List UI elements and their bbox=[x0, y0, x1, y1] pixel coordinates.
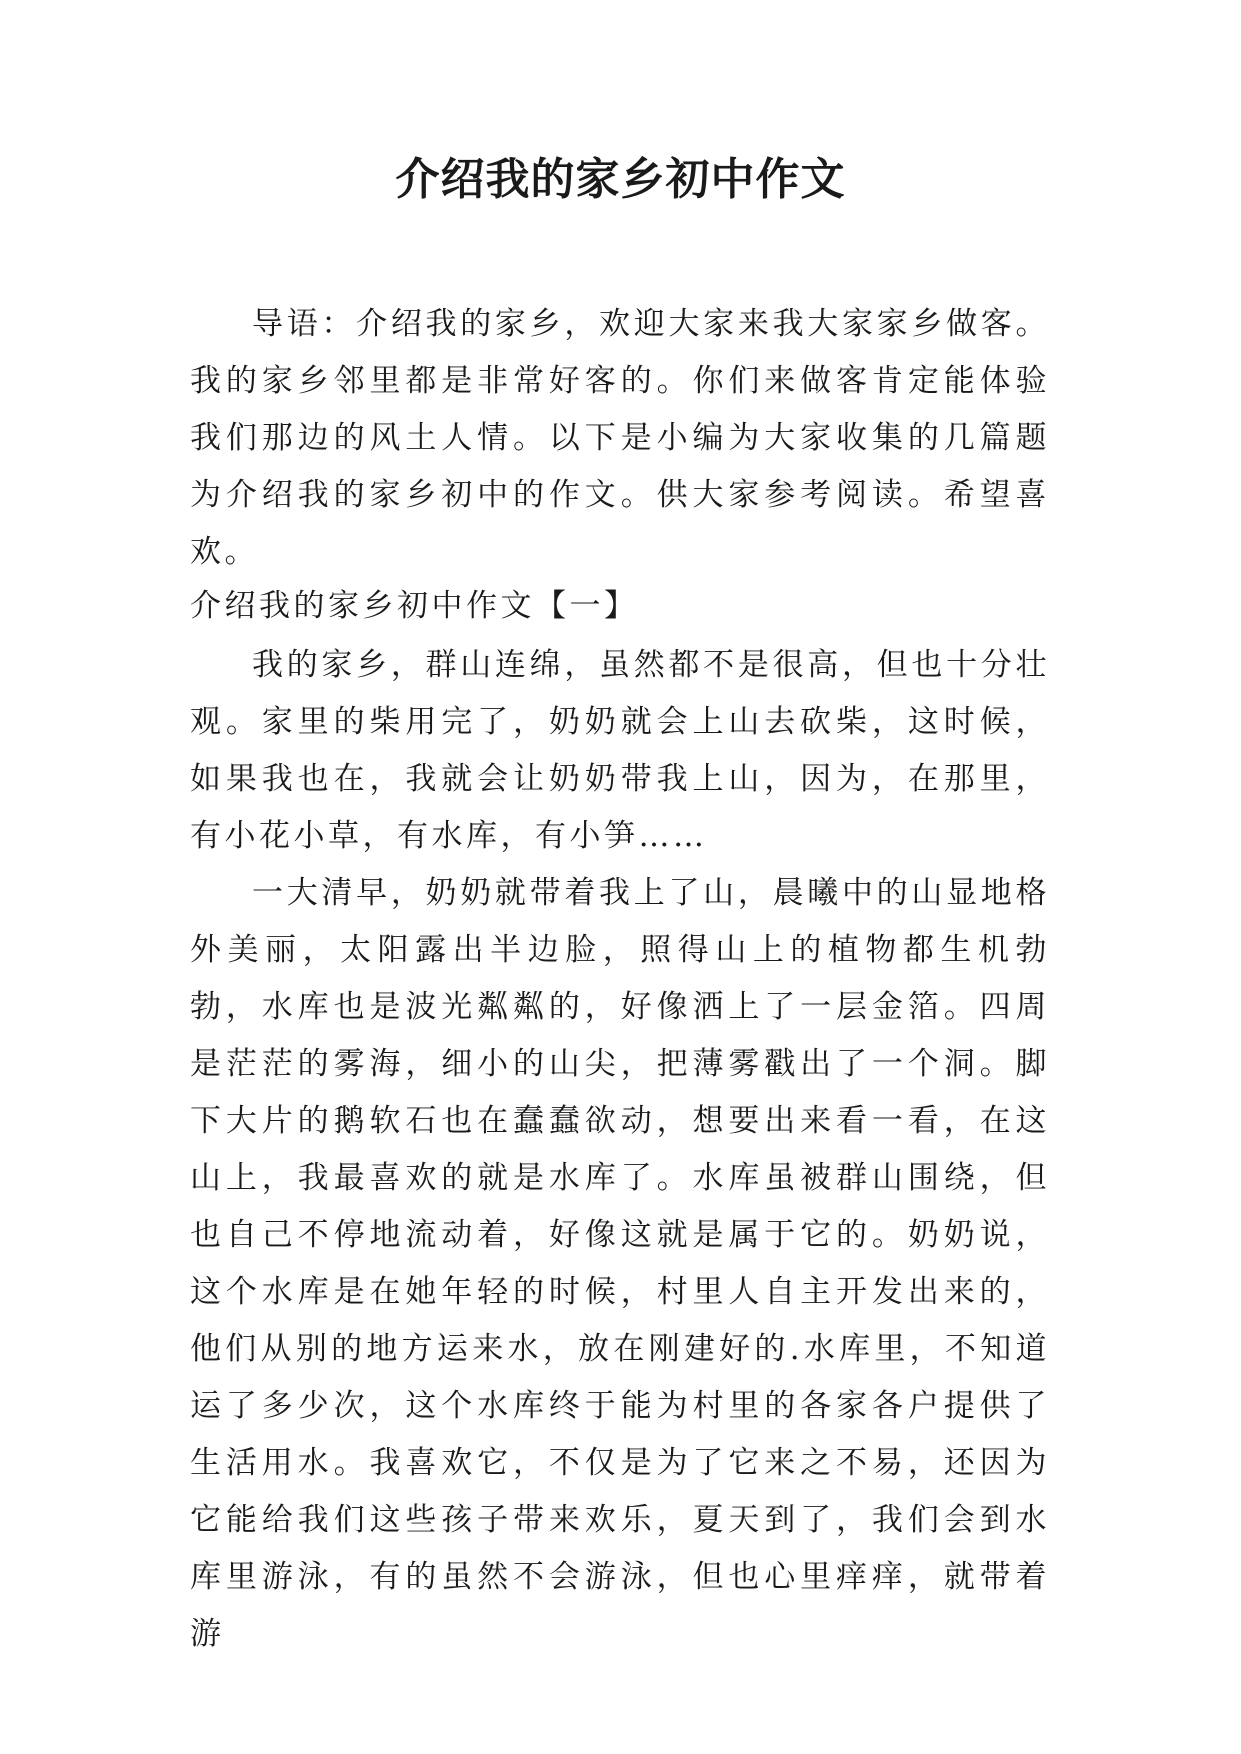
body-paragraph: 一大清早，奶奶就带着我上了山，晨曦中的山显地格外美丽，太阳露出半边脸，照得山上的植物都生机勃勃，水库也是波光粼粼的，好像洒上了一层金箔。四周是茫茫的雾海，细小的山尖，把薄雾戳出了一个洞。脚下大片的鹅软石也在蠢蠢欲动，想要出来看一看，在这山上，我最喜欢的就是水库了。水库虽被群山围绕，但也自己不停地流动着，好像这就是属于它的。奶奶说，这个水库是在她年轻的时候，村里人自主开发出来的，他们从别的地方运来水，放在刚建好的.水库里，不知道运了多少次，这个水库终于能为村里的各家各户提供了生活用水。我喜欢它，不仅是为了它来之不易，还因为它能给我们这些孩子带来欢乐，夏天到了，我们会到水库里游泳，有的虽然不会游泳，但也心里痒痒，就带着游 bbox=[190, 875, 1050, 1652]
intro-block bbox=[190, 296, 1050, 581]
body-paragraph: 我的家乡，群山连绵，虽然都不是很高，但也十分壮观。家里的柴用完了，奶奶就会上山去砍柴，这时候，如果我也在，我就会让奶奶带我上山，因为，在那里，有小花小草，有水库，有小笋…… bbox=[190, 647, 1050, 854]
document-title: 介绍我的家乡初中作文 bbox=[395, 154, 846, 205]
section-body bbox=[190, 637, 1050, 1663]
section-heading: 介绍我的家乡初中作文【一】 bbox=[190, 588, 639, 624]
intro-paragraph: 导语：介绍我的家乡，欢迎大家来我大家家乡做客。我的家乡邻里都是非常好客的。你们来做客肯定能体验我们那边的风土人情。以下是小编为大家收集的几篇题为介绍我的家乡初中的作文。供大家参考阅读。希望喜欢。 bbox=[190, 306, 1050, 570]
